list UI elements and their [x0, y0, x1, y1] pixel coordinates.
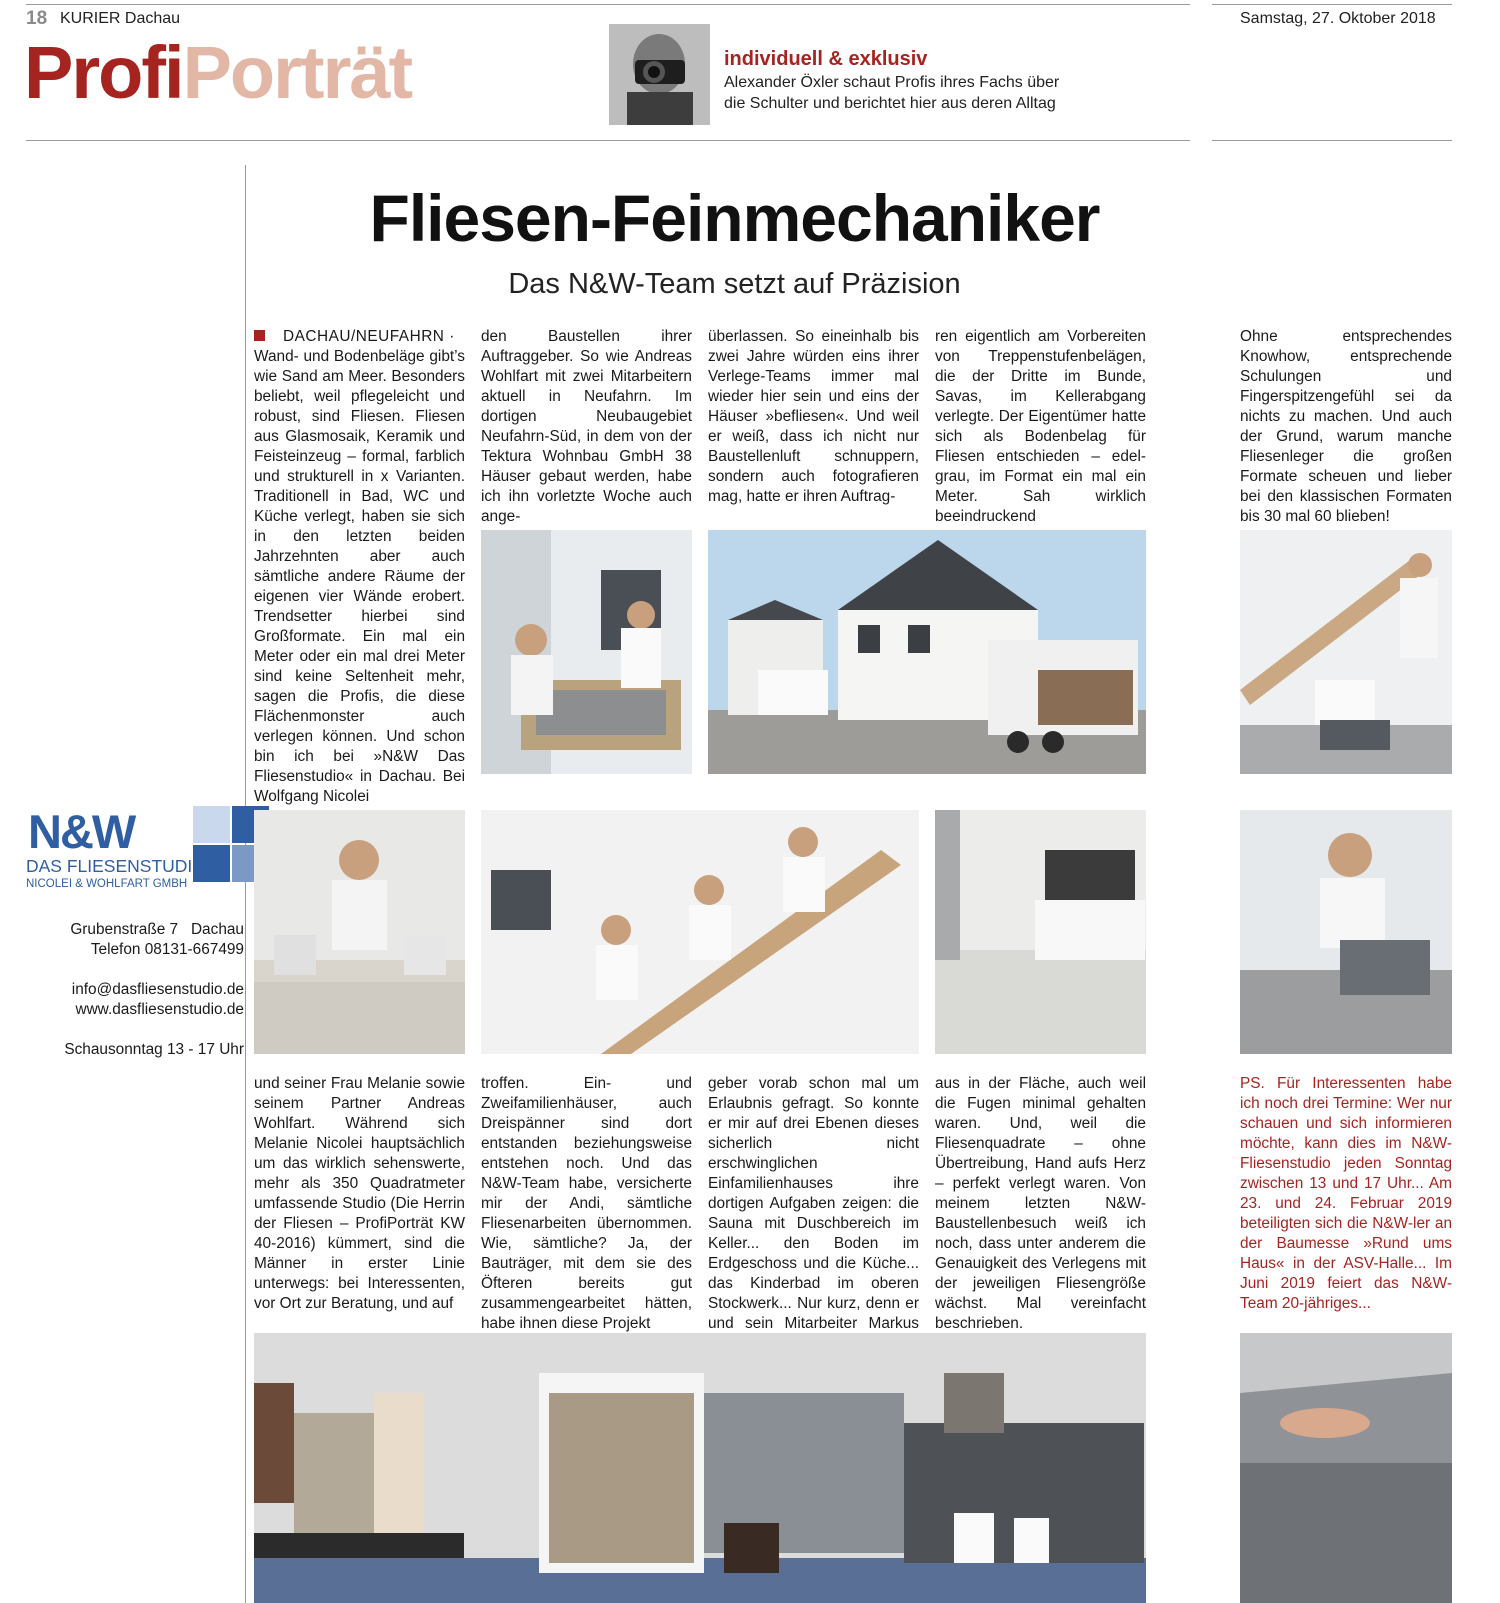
ad-address: Grubenstraße 7 Dachau — [70, 921, 244, 938]
article-column-1-text: Wand- und Bodenbeläge gibt’s wie Sand am Meer. Besonders beliebt, weil pflegeleicht und robust, sind Fliesen. Fliesen aus Glasmosaik, Keramik und Feisteinzeug – formal, farblich und strukturell in x Varianten. Traditionell in Bad, WC und Küche verlegt, haben sie sich in den letzten beiden Jahrzehnten aber auch sämtliche andere Räume der eigenen vier Wände erobert. Trendsetter hierbei sind Großformate. Ein mal ein Meter oder ein mal drei Meter sind keine Seltenheit mehr, sagen die Profis, die diese Flächenmonster auch verlegen können. Und schon bin ich bei »N&W Das Fliesenstudio« in Dachau. Bei Wolfgang Nicolei — [254, 348, 465, 805]
photo-stairs-worker — [1240, 530, 1452, 774]
header-top-rule — [26, 4, 1190, 5]
photo-worker-kneeling — [1240, 810, 1452, 1054]
dateline — [254, 327, 465, 347]
photo-showroom — [254, 1333, 1146, 1603]
page-number: 18 — [26, 8, 48, 29]
article-column-2: den Baustellen ihrer Auftraggeber. So wie Andreas Wohlfart mit zwei Mitarbeitern aktuell in Neufahrn. Im dortigen Neubaugebiet Neufahrn-Süd, in dem von der Tektura Wohnbau GmbH 38 Häuser gebaut werden, habe ich ihn vorletzte Woche auch ange- — [481, 328, 692, 525]
article-column-8: geber vorab schon mal um Erlaubnis gefragt. So konnte er mir auf drei Ebenen dieses sicherlich nicht erschwinglichen Einfamilienhauses ihre dortigen Aufgaben zeigen: die Sauna mit Duschbereich im Keller... den Boden im Erdgeschoss und die Küche... das Kinderbad im oberen Stockwerk... Nur kurz, denn er und sein Mitarbeiter Markus — [708, 1075, 919, 1332]
column-description-line-2: die Schulter und berichtet hier aus deren Alltag — [724, 95, 1056, 112]
section-brand — [24, 31, 412, 114]
dateline-text: DACHAU/NEUFAHRN · — [283, 328, 455, 345]
ad-logo — [24, 806, 248, 892]
article-ps-note: PS. Für Interessenten habe ich noch drei Termine: Wer nur schauen und sich informieren möchte, kann dies im N&W-Fliesenstudio jeden Sonntag zwischen 13 und 17 Uhr... Am 23. und 24. Februar 2019 beteiligten sich die N&W-ler an der Baumesse »Rund ums Haus« in der ASV-Halle... Im Juni 2019 feiert das N&W-Team 20-jähriges... — [1240, 1075, 1452, 1312]
column-tagline: individuell & exklusiv — [724, 48, 928, 70]
ad-phone: Telefon 08131-667499 — [90, 941, 244, 958]
header-bottom-rule-right — [1212, 140, 1452, 141]
article-headline: Fliesen-Feinmechaniker — [369, 181, 1100, 255]
photo-tiler-on-stairs — [254, 810, 465, 1054]
column-description-line-1: Alexander Öxler schaut Profis ihres Fachs über — [724, 74, 1060, 91]
article-column-7: troffen. Ein- und Zweifamilienhäuser, auch Dreispänner sind dort entstanden beziehungsweise entstehen noch. Und das N&W-Team habe, versicherte mir der Andi, sämtliche Fliesenarbeiten übernommen. Wie, sämtliche? Ja, der Bauträger, mit dem sie des Öfteren bereits gut zusammengearbeitet hätten, habe ihnen diese Projekt — [481, 1075, 692, 1332]
column-description — [724, 72, 1124, 114]
ad-opening-hours: Schausonntag 13 - 17 Uhr — [64, 1041, 244, 1058]
photo-team-on-stairs — [481, 810, 919, 1054]
ad-logo-company: NICOLEI & WOHLFART GMBH — [26, 878, 188, 890]
author-photo — [609, 24, 710, 125]
paper-name: KURIER Dachau — [60, 10, 181, 27]
ad-logo-mark: N&W — [28, 805, 135, 858]
article-column-4: ren eigentlich am Vorbereiten von Treppenstufenbelägen, die der Dritte im Bunde, Savas, im Kellerabgang verlegte. Der Eigentümer hatte sich als Bodenbelag für Fliesen entschieden – edel-grau, im Format ein mal ein Meter. Sah wirklich beeindruckend — [935, 328, 1146, 525]
brand-portraet: Porträt — [182, 31, 412, 114]
article-column-3: überlassen. So eineinhalb bis zwei Jahre würden eins ihrer Verlege-Teams immer mal wieder hier sein und eins der Häuser »befliesen«. Und weil er weiß, dass ich nicht nur Baustellenluft schnuppern, sondern auch fotografieren mag, hatte er ihren Auftrag- — [708, 328, 919, 505]
ad-website[interactable]: www.dasfliesenstudio.de — [75, 1001, 244, 1018]
photo-tile-detail — [1240, 1333, 1452, 1603]
header-bottom-rule — [26, 140, 1190, 141]
article-column-6: und seiner Frau Melanie sowie seinem Partner Andreas Wohlfart. Während sich Melanie Nicolei hauptsächlich um das wirklich sehenswerte, mehr als 350 Quadratmeter umfassende Studio (Die Herrin der Fliesen – ProfiPorträt KW 40-2016) kümmert, sind die Männer in erster Linie unterwegs: bei Interessenten, vor Ort zur Beratung, und auf — [254, 1075, 465, 1312]
ad-email[interactable]: info@dasfliesenstudio.de — [71, 981, 244, 998]
article-subheadline: Das N&W-Team setzt auf Präzision — [508, 268, 961, 300]
article-column-1 — [254, 327, 465, 807]
brand-profi: Profi — [24, 31, 183, 114]
header-top-rule-right — [1212, 4, 1452, 5]
article-column-5: Ohne entsprechendes Knowhow, entsprechende Schulungen und Fingerspitzengefühl sei da nichts zu machen. Und auch der Grund, warum manche Fliesenleger die großen Formate scheuen und lieber bei den klassischen Formaten bis 30 mal 60 blieben! — [1240, 328, 1452, 525]
dateline-marker — [254, 330, 265, 341]
photo-house-exterior — [708, 530, 1146, 774]
issue-date: Samstag, 27. Oktober 2018 — [1240, 10, 1436, 27]
photo-kitchen-floor — [935, 810, 1146, 1054]
photo-workers-cutting-tile — [481, 530, 692, 774]
ad-logo-subtitle: DAS FLIESENSTUDIO — [26, 856, 206, 876]
article-column-9: aus in der Fläche, auch weil die Fugen minimal gehalten waren. Und, weil die Fliesenquadrate – ohne Übertreibung, Hand aufs Herz – perfekt verlegt waren. Von meinem letzten N&W-Baustellenbesuch weiß ich noch, dass unter anderem die Genauigkeit des Verlegens mit der jeweiligen Fliesengröße wächst. Mal vereinfacht beschrieben. — [935, 1075, 1146, 1332]
